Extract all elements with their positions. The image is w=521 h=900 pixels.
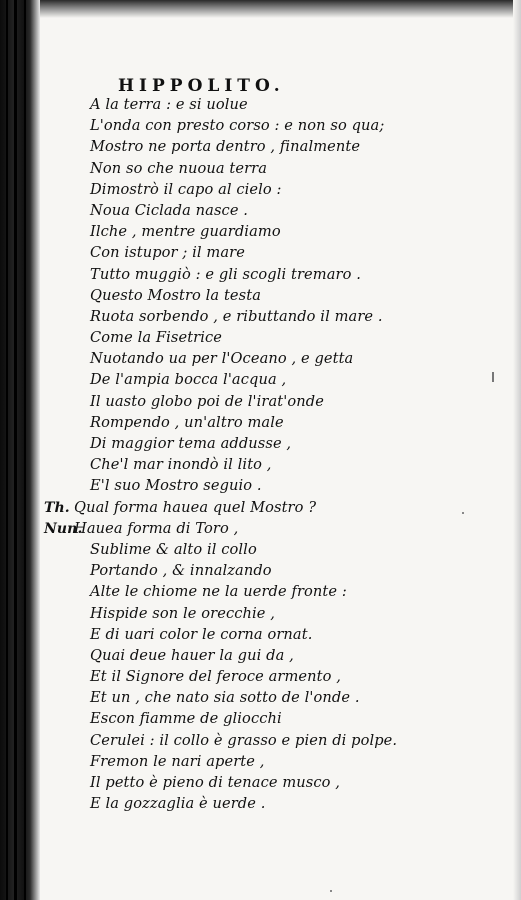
verse-line	[90, 645, 510, 666]
verse-text: E la gozzaglia è uerde .	[90, 795, 266, 813]
verse-text: Ilche , mentre guardiamo	[90, 223, 281, 241]
verse-text: Hispide son le orecchie ,	[90, 604, 275, 622]
verse-text: E'l suo Mostro seguio .	[90, 477, 262, 495]
verse-line	[44, 518, 510, 539]
verse-line	[90, 327, 510, 348]
verse-line	[90, 624, 510, 645]
ink-speck	[462, 512, 464, 514]
verse-line	[90, 603, 510, 624]
spine-line	[6, 0, 8, 900]
verse-text: Alte le chiome ne la uerde fronte :	[90, 583, 347, 601]
verse-text: Con istupor ; il mare	[90, 244, 245, 262]
verse-line	[90, 412, 510, 433]
speaker-label: Nun.	[44, 520, 83, 537]
verse-text: A la terra : e si uolue	[90, 96, 248, 113]
running-head: HIPPOLITO.	[118, 76, 285, 96]
verse-line	[90, 179, 510, 200]
verse-text: Et il Signore del feroce armento ,	[90, 668, 341, 686]
verse-text: Come la Fisetrice	[90, 329, 223, 347]
verse-text: Nuotando ua per l'Oceano , e getta	[90, 350, 354, 368]
verse-text: De l'ampia bocca l'acqua ,	[90, 371, 287, 389]
ink-speck	[330, 890, 332, 892]
verse-text: Tutto muggiò : e gli scogli tremaro .	[90, 265, 361, 283]
verse-text: Ruota sorbendo , e ributtando il mare .	[90, 307, 383, 325]
verse-line	[90, 454, 510, 475]
margin-mark	[492, 372, 494, 382]
verse-line	[90, 94, 510, 115]
verse-text: Mostro ne porta dentro , finalmente	[90, 138, 361, 156]
verse-line	[90, 242, 510, 263]
verse-text: Dimostrò il capo al cielo :	[90, 180, 282, 198]
page-right-edge	[513, 0, 521, 900]
verse-line	[90, 306, 510, 327]
verse-text: Il petto è pieno di tenace musco ,	[90, 774, 341, 791]
verse-text: L'onda con presto corso : e non so qua;	[90, 117, 385, 135]
verse-text: Di maggior tema addusse ,	[90, 435, 292, 452]
verse-line	[90, 772, 510, 793]
verse-text: Che'l mar inondò il lito ,	[90, 456, 272, 474]
verse-block	[44, 94, 510, 814]
verse-line	[90, 475, 510, 496]
verse-line	[90, 687, 510, 708]
verse-text: Il uasto globo poi de l'irat'onde	[90, 392, 324, 410]
verse-text: Noua Ciclada nasce .	[90, 201, 249, 219]
verse-line	[90, 200, 510, 221]
verse-text: Cerulei : il collo è grasso e pien di polpe.	[90, 731, 398, 749]
verse-text: Et un , che nato sia sotto de l'onde .	[90, 689, 360, 707]
verse-line	[90, 751, 510, 772]
verse-line	[90, 136, 510, 157]
verse-line	[90, 369, 510, 390]
verse-line	[90, 793, 510, 814]
verse-text: Escon fiamme de gliocchi	[90, 710, 282, 728]
spine-line	[14, 0, 17, 900]
verse-line	[90, 115, 510, 136]
verse-line	[90, 666, 510, 687]
verse-line	[90, 348, 510, 369]
verse-line	[90, 221, 510, 242]
verse-line	[90, 285, 510, 306]
verse-text: Hauea forma di Toro ,	[74, 519, 239, 537]
verse-line	[90, 560, 510, 581]
speaker-label: Th.	[44, 499, 70, 516]
verse-line	[90, 391, 510, 412]
verse-text: Qual forma hauea quel Mostro ?	[74, 498, 317, 516]
verse-line	[90, 433, 510, 454]
verse-line	[90, 730, 510, 751]
verse-line	[90, 539, 510, 560]
spine-line	[24, 0, 26, 900]
page-top-edge-shadow	[40, 0, 521, 18]
verse-line	[90, 158, 510, 179]
verse-text: Rompendo , un'altro male	[90, 413, 284, 431]
verse-line	[90, 708, 510, 729]
verse-text: E di uari color le corna ornat.	[90, 625, 313, 643]
verse-line	[90, 581, 510, 602]
verse-text: Sublime & alto il collo	[90, 540, 257, 558]
verse-text: Portando , & innalzando	[90, 562, 272, 580]
verse-text: Non so che nuoua terra	[90, 159, 268, 177]
verse-text: Fremon le nari aperte ,	[90, 752, 265, 770]
verse-text: Quai deue hauer la gui da ,	[90, 646, 294, 664]
verse-text: Questo Mostro la testa	[90, 286, 262, 304]
verse-line	[44, 497, 510, 518]
verse-line	[90, 264, 510, 285]
